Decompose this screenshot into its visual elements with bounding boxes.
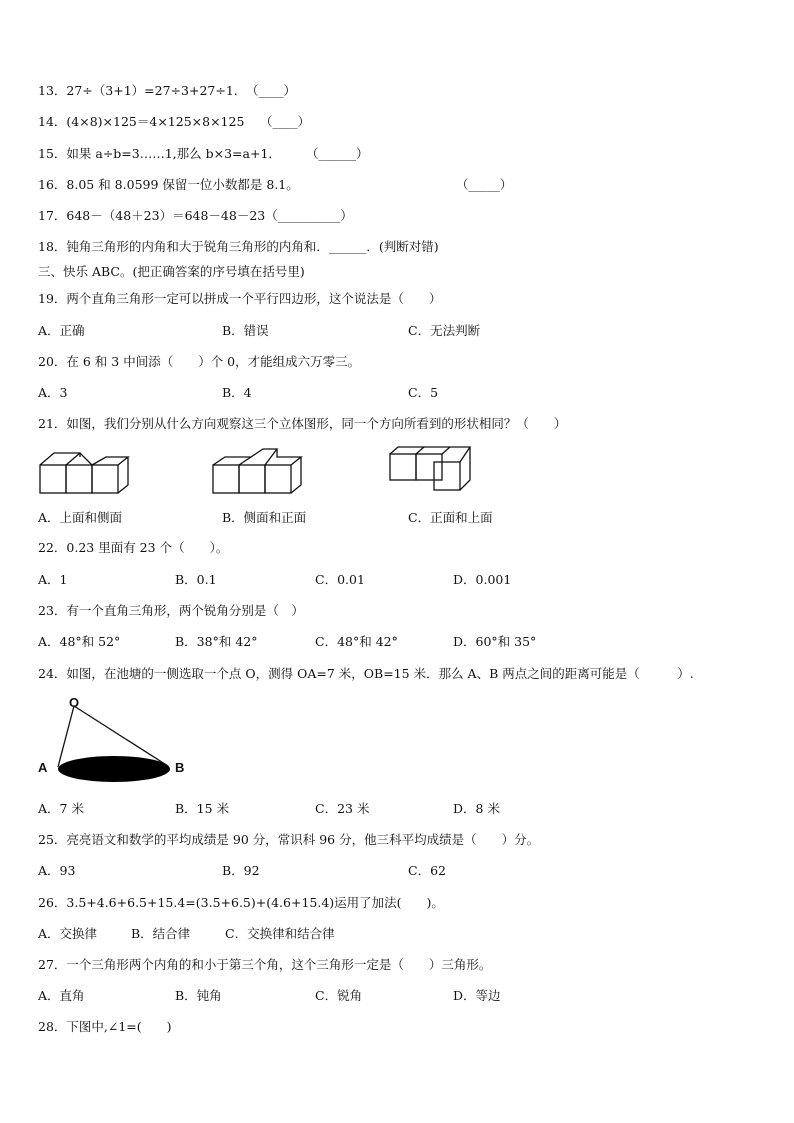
- q25-option-c[interactable]: C．62: [408, 863, 446, 878]
- q19-option-b[interactable]: B．错误: [222, 323, 269, 338]
- q15-num: 15．: [38, 146, 67, 161]
- question-14: [38, 114, 311, 130]
- q27-option-a[interactable]: A．直角: [38, 988, 85, 1003]
- cube-figure-2: [211, 447, 305, 497]
- q20-option-c[interactable]: C．5: [408, 385, 439, 400]
- q22-option-b[interactable]: B．0.1: [175, 572, 217, 587]
- q15-answer-blank[interactable]: （______）: [306, 146, 369, 161]
- q26-option-b[interactable]: B．结合律: [131, 926, 191, 941]
- q24-option-c[interactable]: C．23 米: [315, 801, 370, 816]
- q17-num: 17．: [38, 208, 67, 223]
- question-20: 20．在 6 和 3 中间添（ ）个 0，才能组成六万零三。: [38, 354, 361, 369]
- q23-option-a[interactable]: A．48°和 52°: [38, 634, 121, 649]
- q24-option-d[interactable]: D．8 米: [453, 801, 500, 816]
- question-27: 27．一个三角形两个内角的和小于第三个角，这个三角形一定是（ ）三角形。: [38, 957, 492, 972]
- question-13: [38, 83, 297, 99]
- section-3-title: 三、快乐 ABC。(把正确答案的序号填在括号里): [38, 264, 305, 279]
- q21-option-a[interactable]: A．上面和侧面: [38, 510, 123, 525]
- q14-answer-blank[interactable]: （____）: [260, 114, 311, 129]
- question-15: [38, 146, 369, 162]
- q21-option-b[interactable]: B．侧面和正面: [222, 510, 307, 525]
- q27-option-d[interactable]: D．等边: [453, 988, 501, 1003]
- q18-num: 18．: [38, 239, 67, 254]
- q19-option-a[interactable]: A．正确: [38, 323, 85, 338]
- point-b-label: B: [175, 760, 185, 775]
- q16-num: 16．: [38, 177, 67, 192]
- q21-option-c[interactable]: C．正面和上面: [408, 510, 493, 525]
- question-21: 21．如图，我们分别从什么方向观察这三个立体图形，同一个方向所看到的形状相同？（ ）: [38, 416, 567, 431]
- q23-option-d[interactable]: D．60°和 35°: [453, 634, 537, 649]
- pond-shape: [58, 756, 170, 782]
- q26-option-c[interactable]: C．交换律和结合律: [225, 926, 335, 941]
- q23-option-c[interactable]: C．48°和 42°: [315, 634, 398, 649]
- question-19: 19．两个直角三角形一定可以拼成一个平行四边形，这个说法是（ ）: [38, 291, 442, 306]
- q20-option-a[interactable]: A．3: [38, 385, 68, 400]
- q25-option-a[interactable]: A．93: [38, 863, 76, 878]
- q14-num: 14．: [38, 114, 67, 129]
- question-18: [38, 239, 439, 255]
- q23-option-b[interactable]: B．38°和 42°: [175, 634, 258, 649]
- q16-text: 8.05 和 8.0599 保留一位小数都是 8.1。: [66, 177, 299, 192]
- q13-answer-blank[interactable]: （____）: [246, 83, 297, 98]
- question-22: 22．0.23 里面有 23 个（ ）。: [38, 540, 229, 555]
- q16-answer-blank[interactable]: （_____）: [456, 177, 513, 192]
- question-16: [38, 177, 513, 193]
- question-17: [38, 208, 353, 224]
- question-26: 26．3.5+4.6+6.5+15.4=(3.5+6.5)+(4.6+15.4)运用了加法( )。: [38, 895, 444, 910]
- q22-option-c[interactable]: C．0.01: [315, 572, 365, 587]
- q19-option-c[interactable]: C．无法判断: [408, 323, 481, 338]
- point-a-label: A: [38, 760, 48, 775]
- cube-figure-3: [388, 444, 482, 496]
- q13-text: 27÷（3+1）=27÷3+27÷1.: [66, 83, 238, 98]
- q24-option-b[interactable]: B．15 米: [175, 801, 230, 816]
- q26-option-a[interactable]: A．交换律: [38, 926, 98, 941]
- q27-option-c[interactable]: C．锐角: [315, 988, 363, 1003]
- q22-option-d[interactable]: D．0.001: [453, 572, 512, 587]
- q14-text: (4×8)×125＝4×125×8×125: [66, 114, 245, 129]
- question-25: 25．亮亮语文和数学的平均成绩是 90 分，常识科 96 分，他三科平均成绩是（ ）分。: [38, 832, 540, 847]
- q20-option-b[interactable]: B．4: [222, 385, 252, 400]
- line-oa: [58, 706, 74, 767]
- q18-text[interactable]: 钝角三角形的内角和大于锐角三角形的内角和．______．(判断对错): [66, 239, 439, 254]
- cube-figure-1: [38, 447, 132, 497]
- q24-option-a[interactable]: A．7 米: [38, 801, 84, 816]
- question-24: 24．如图，在池塘的一侧选取一个点 O，测得 OA=7 米，OB=15 米．那么 A、B 两点之间的距离可能是（ ）.: [38, 666, 694, 681]
- pond-figure: [34, 694, 194, 786]
- q27-option-b[interactable]: B．钝角: [175, 988, 222, 1003]
- q22-option-a[interactable]: A．1: [38, 572, 68, 587]
- q13-num: 13．: [38, 83, 67, 98]
- point-o-label: O: [69, 695, 80, 710]
- question-28: 28．下图中,∠1=( ): [38, 1019, 172, 1034]
- q17-text[interactable]: 648－（48＋23）＝648－48－23（__________）: [66, 208, 353, 223]
- question-23: 23．有一个直角三角形，两个锐角分别是（ ）: [38, 603, 304, 618]
- q25-option-b[interactable]: B．92: [222, 863, 260, 878]
- q15-text: 如果 a÷b=3……1,那么 b×3=a+1．: [66, 146, 281, 161]
